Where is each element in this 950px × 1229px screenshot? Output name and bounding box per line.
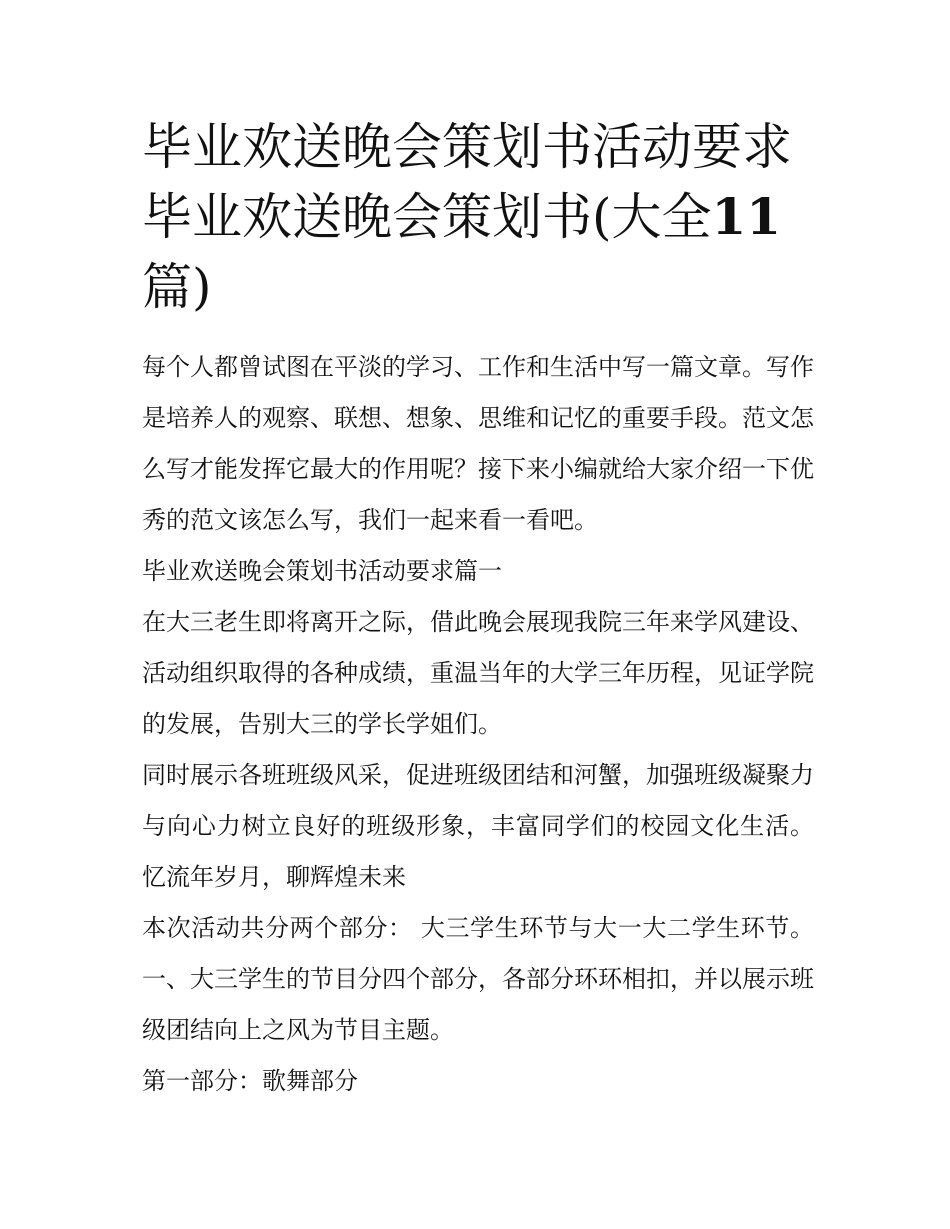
title-text: 毕业欢送晚会策划书活动要求毕业欢送晚会策划书(大全	[142, 118, 792, 246]
document-title	[142, 112, 814, 322]
intro-paragraph: 每个人都曾试图在平淡的学习、工作和生活中写一篇文章。写作是培养人的观察、联想、想象、思维和记忆的重要手段。范文怎么写才能发挥它最大的作用呢？接下来小编就给大家介绍一下优秀的范文该怎么写，我们一起来看一看吧。	[142, 353, 814, 534]
subsection-heading: 第一部分：歌舞部分	[142, 1067, 358, 1095]
document-page	[142, 112, 814, 1107]
section-heading: 毕业欢送晚会策划书活动要求篇一	[142, 557, 502, 585]
paragraph-structure: 本次活动共分两个部分： 大三学生环节与大一大二学生环节。 一、大三学生的节目分四个部分，各部分环环相扣，并以展示班级团结向上之风为节目主题。	[142, 914, 814, 1044]
paragraph-purpose: 在大三老生即将离开之际，借此晚会展现我院三年来学风建设、活动组织取得的各种成绩，重温当年的大学三年历程，见证学院的发展，告别大三的学长学姐们。	[142, 608, 814, 738]
title-number: 11	[711, 187, 782, 246]
document-body	[142, 342, 814, 1107]
title-suffix: 篇)	[142, 258, 212, 316]
paragraph-goals: 同时展示各班班级风采，促进班级团结和河蟹，加强班级凝聚力与向心力树立良好的班级形象，丰富同学们的校园文化生活。 忆流年岁月，聊辉煌未来	[142, 761, 814, 891]
